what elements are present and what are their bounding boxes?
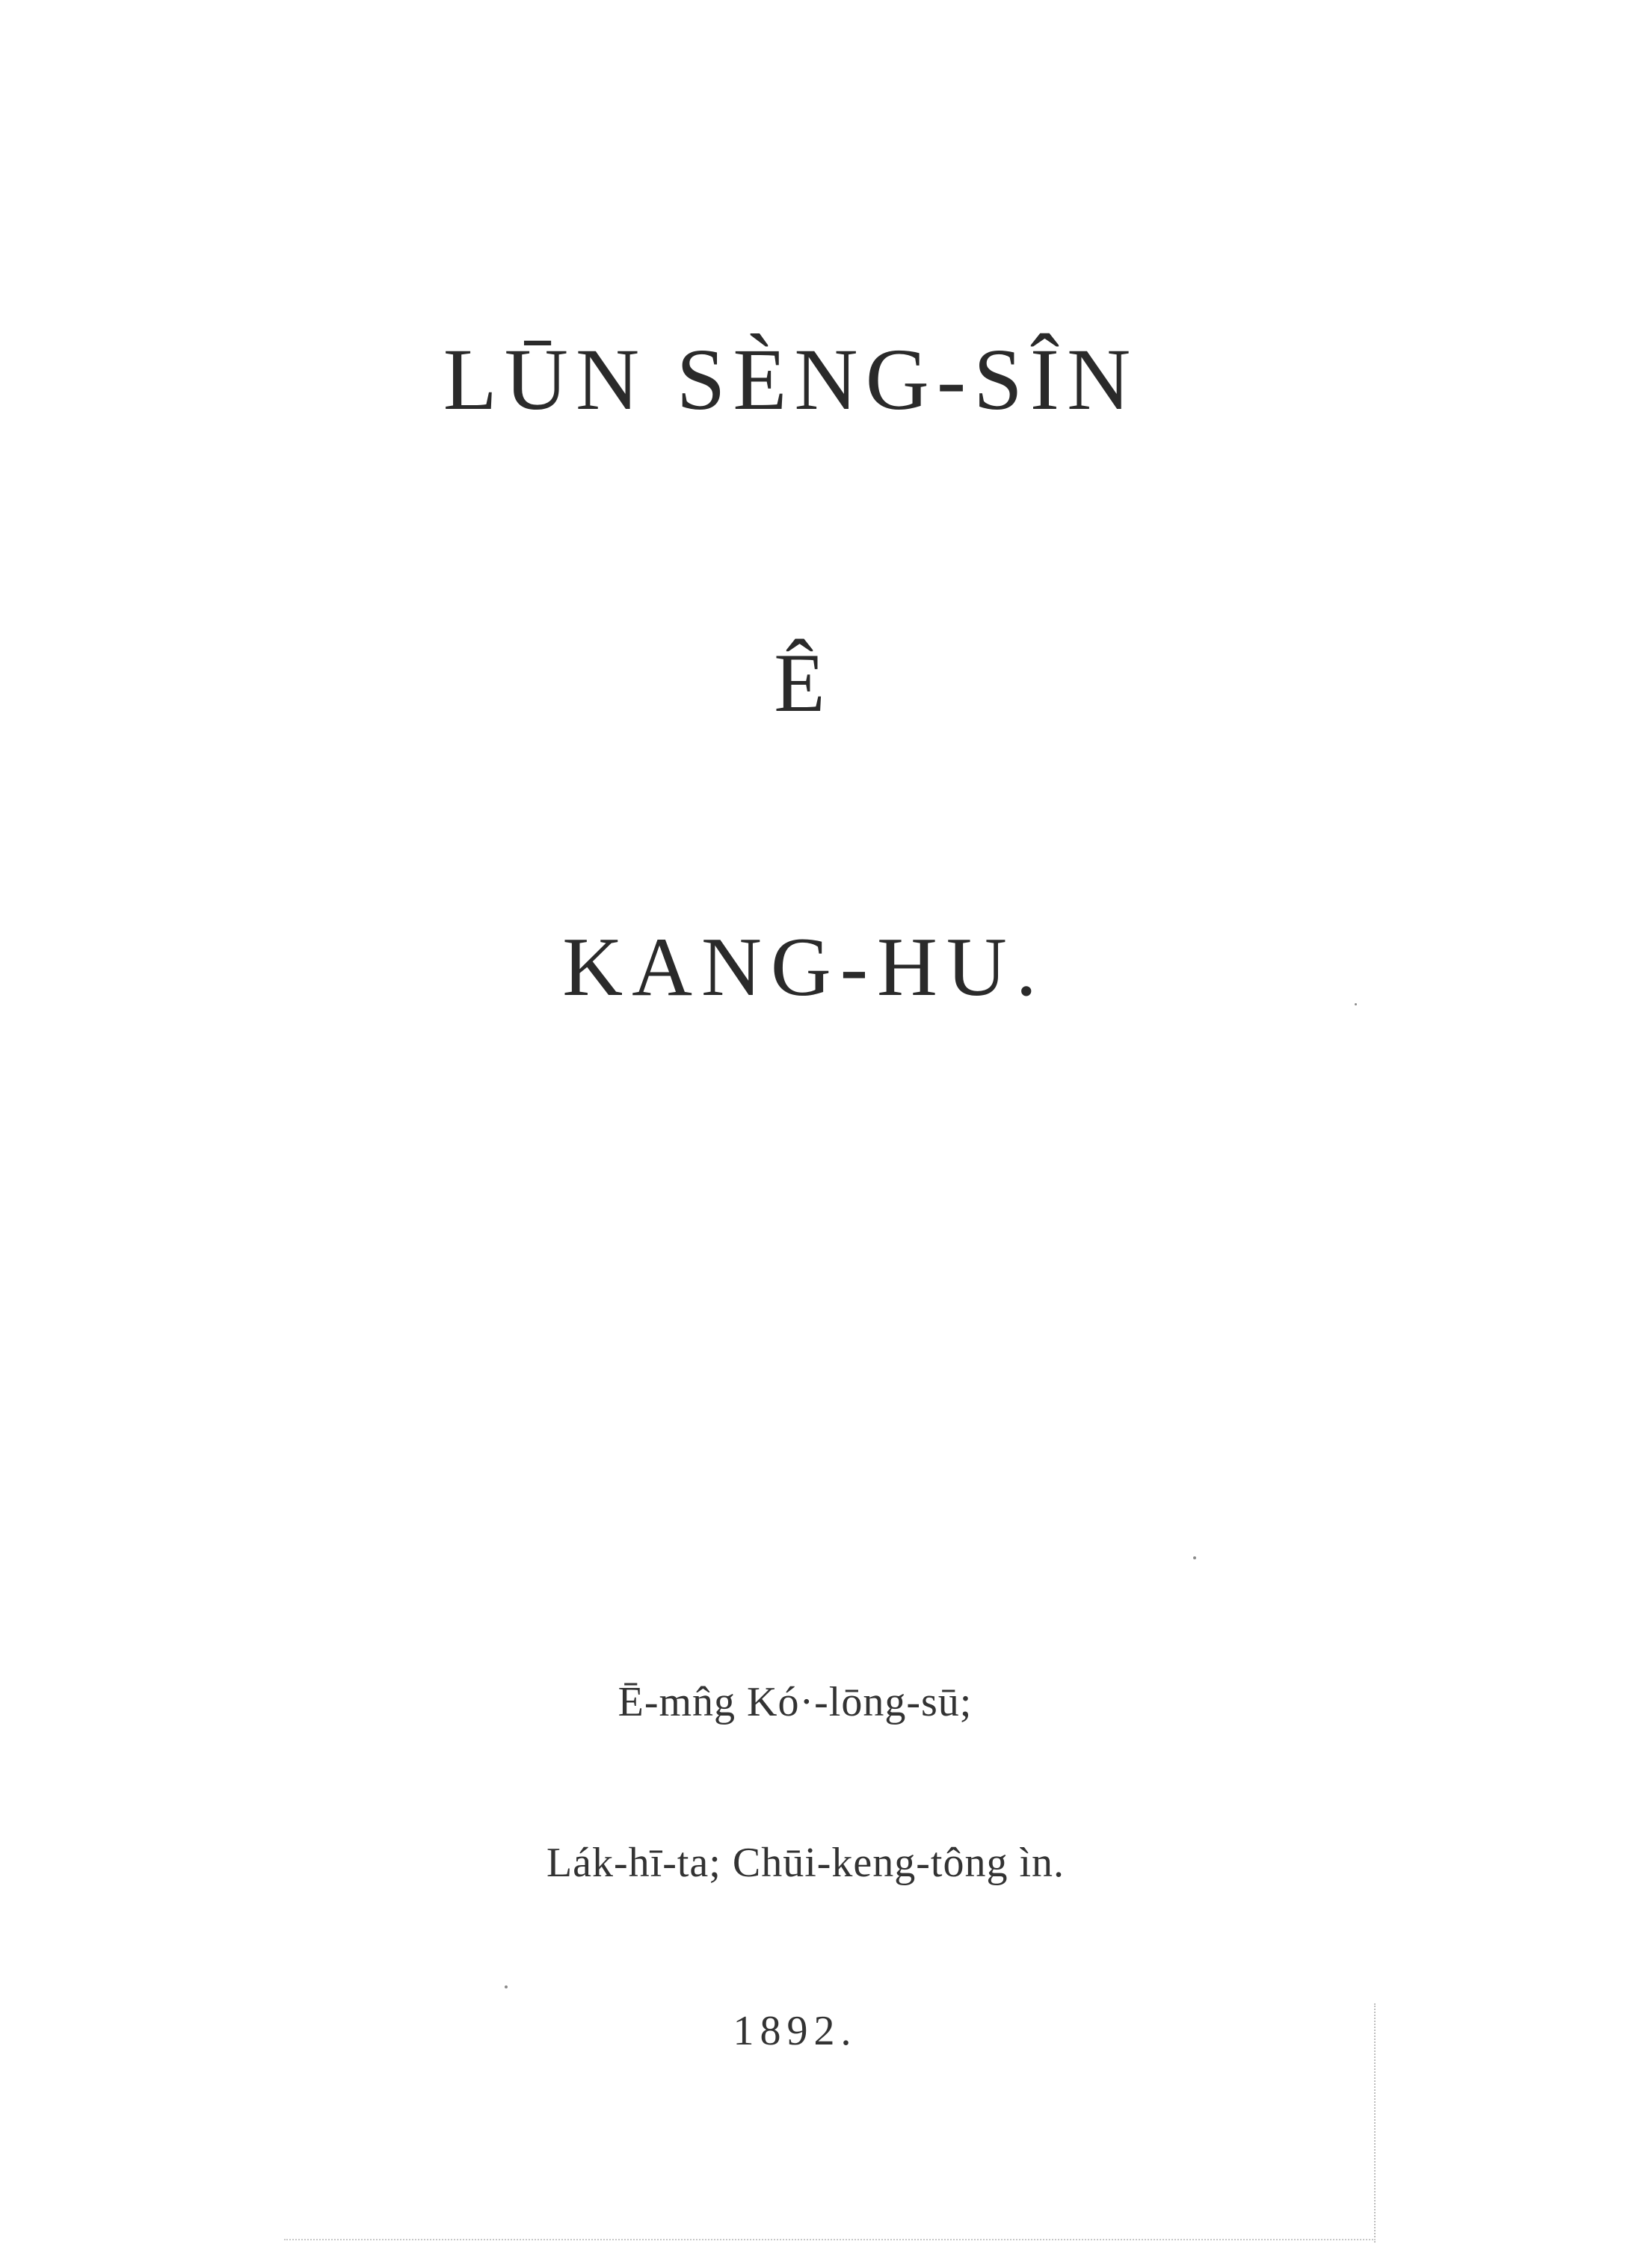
- scan-speck: [1355, 1003, 1357, 1005]
- main-title: LŪN SÈNG-SÎN: [443, 330, 1139, 428]
- scan-speck: [1193, 1556, 1196, 1559]
- subtitle: KANG-HU.: [562, 921, 1046, 1014]
- publication-year: 1892.: [733, 2008, 857, 2054]
- scan-speck: [505, 1985, 508, 1988]
- title-conjunction: Ê: [774, 637, 825, 730]
- printer-imprint: Lák-hī-ta; Chūi-keng-tông ìn.: [546, 1840, 1065, 1886]
- publisher-location: Ē-mn̂g Kó·-lōng-sū;: [618, 1679, 973, 1725]
- scan-edge-right: [1373, 2003, 1376, 2243]
- scan-edge-bottom: [284, 2237, 1376, 2240]
